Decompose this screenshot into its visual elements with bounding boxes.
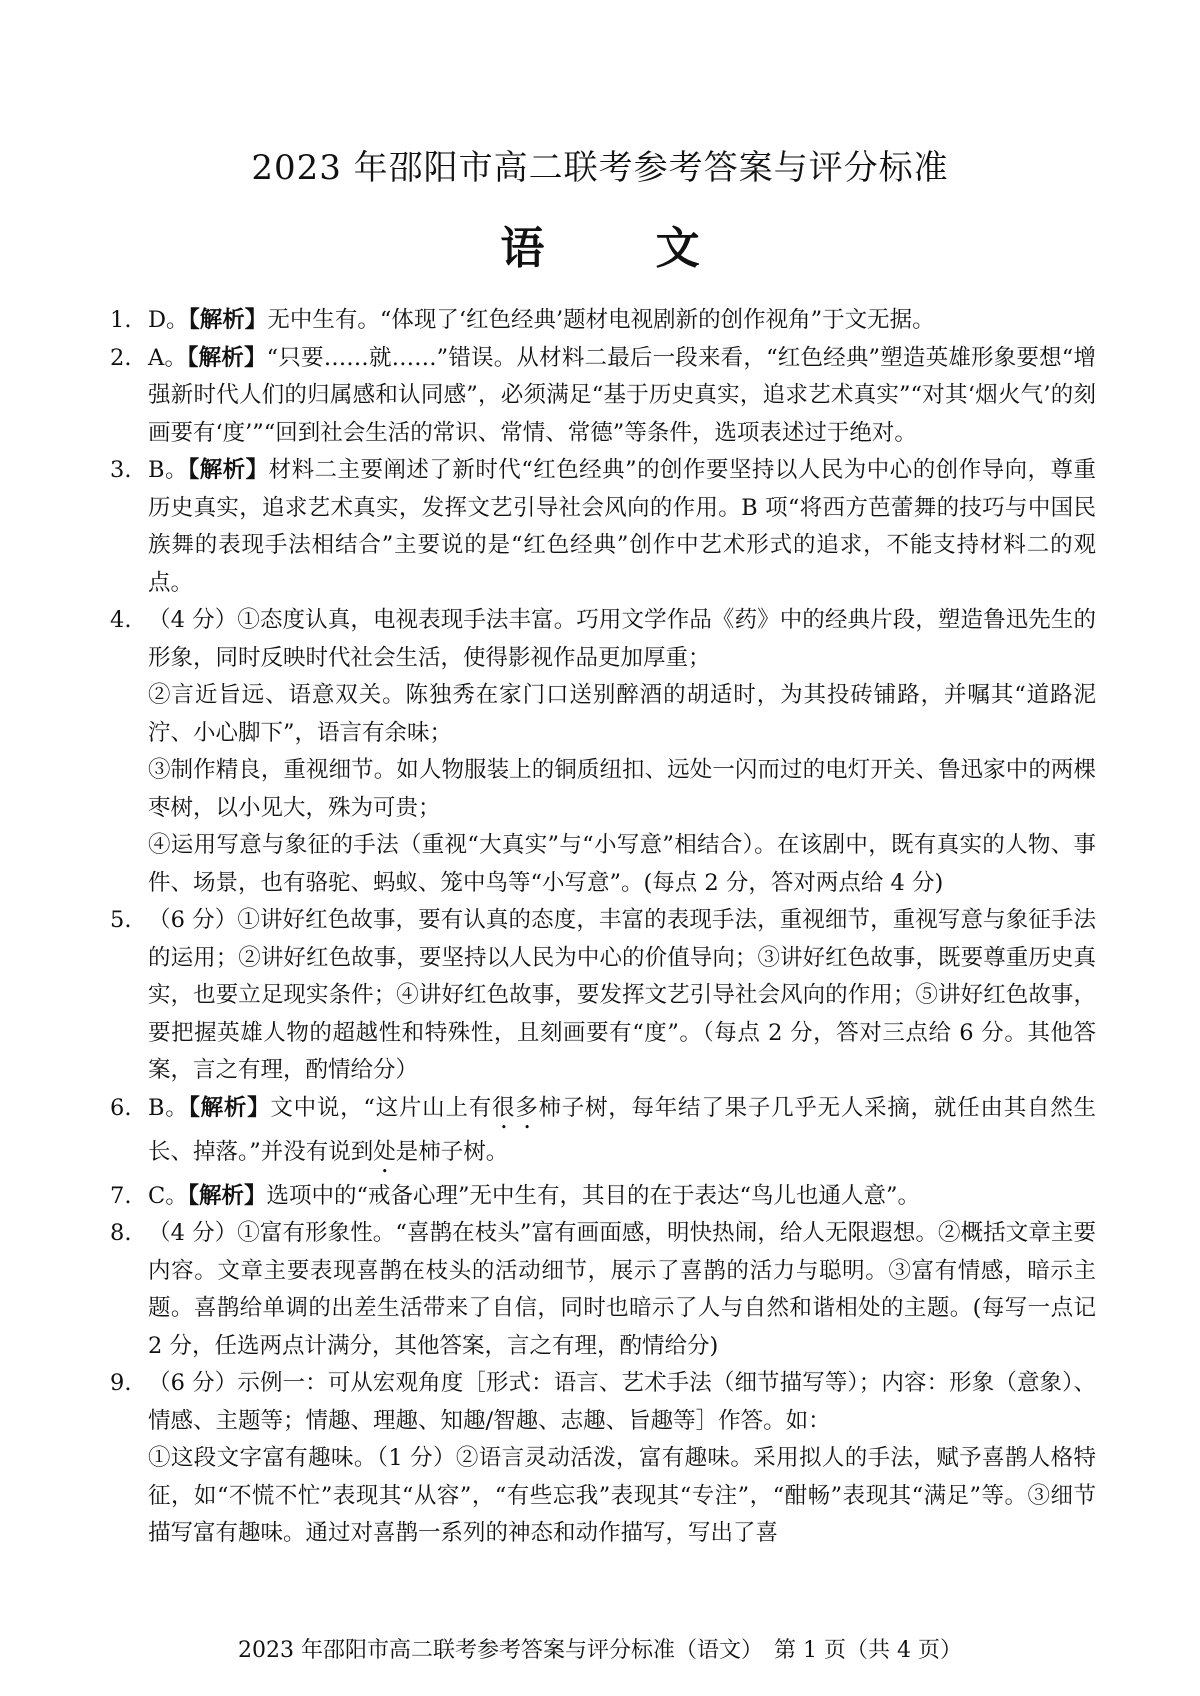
answer-text: 选项中的“戒备心理”无中生有，其目的在于表达“鸟儿也通人意”。 <box>266 1182 920 1209</box>
answer-paragraph-3: ③制作精良，重视细节。如人物服装上的铜质纽扣、远处一闪而过的电灯开关、鲁迅家中的两棵枣树，以小见大，殊为可贵； <box>148 757 1096 821</box>
answer-text: “只要……就……”错误。从材料二最后一段来看，“红色经典”塑造英雄形象要想“增强新时代人们的归属感和认同感”，必须满足“基于历史真实，追求艺术真实”“对其‘烟火气’的刻画要有‘度’”“回到社会生活的常识、常情、常德”等条件，选项表述过于绝对。 <box>148 344 1096 446</box>
answer-item-4 <box>110 602 1096 902</box>
answer-item-7 <box>110 1178 1096 1216</box>
emphasis-dots-1: 很多 <box>491 1094 539 1121</box>
answer-paragraph-2: ①这段文字富有趣味。（1 分）②语言灵动活泼，富有趣味。采用拟人的手法，赋予喜鹊人格特征，如“不慌不忙”表现其“从容”，“有些忘我”表现其“专注”，“酣畅”表现其“满足”等。③细节描写富有趣味。通过对喜鹊一系列的神态和动作描写，写出了喜 <box>148 1445 1096 1546</box>
item-number: 1. <box>110 307 132 333</box>
page-title: 2023 年邵阳市高二联考参考答案与评分标准 <box>251 148 949 188</box>
analysis-tag: 【解析】 <box>187 1182 267 1209</box>
answer-paragraph-4: ④运用写意与象征的手法（重视“大真实”与“小写意”相结合）。在该剧中，既有真实的人物、事件、场景，也有骆驼、蚂蚁、笼中鸟等“小写意”。(每点 2 分，答对两点给 4 分) <box>148 832 1096 896</box>
answer-paragraph-2: ②言近旨远、语意双关。陈独秀在家门口送别醉酒的胡适时，为其投砖铺路，并嘱其“道路泥泞、小心脚下”，语言有余味； <box>148 682 1096 746</box>
analysis-tag: 【解析】 <box>188 307 268 333</box>
answer-text: （4 分）①富有形象性。“喜鹊在枝头”富有画面感，明快热闹，给人无限遐想。②概括文章主要内容。文章主要表现喜鹊在枝头的活动细节，展示了喜鹊的活力与聪明。③富有情感，暗示主题。喜鹊给单调的出差生活带来了自信，同时也暗示了人与自然和谐相处的主题。(每写一点记 2 分，任选两点计满分，其他答案，言之有理，酌情给分) <box>148 1220 1096 1359</box>
answer-item-2 <box>110 340 1096 453</box>
analysis-tag: 【解析】 <box>188 1094 271 1121</box>
item-number: 2. <box>110 344 132 371</box>
answer-item-8 <box>110 1215 1096 1365</box>
answer-choice: B。 <box>148 457 188 483</box>
answer-item-5 <box>110 902 1096 1090</box>
emphasis-dots-2: 处 <box>373 1138 396 1165</box>
item-number: 7. <box>110 1182 132 1209</box>
answer-paragraph-1: （4 分）①态度认真，电视表现手法丰富。巧用文学作品《药》中的经典片段，塑造鲁迅先生的形象，同时反映时代社会生活，使得影视作品更加厚重； <box>148 607 1096 671</box>
answer-text-c: 是柿子树。 <box>395 1138 509 1165</box>
answer-text: （6 分）①讲好红色故事，要有认真的态度，丰富的表现手法，重视细节，重视写意与象征手法的运用；②讲好红色故事，要坚持以人民为中心的价值导向；③讲好红色故事，既要尊重历史真实，也要立足现实条件；④讲好红色故事，要发挥文艺引导社会风向的作用；⑤讲好红色故事，要把握英雄人物的超越性和特殊性，且刻画要有“度”。（每点 2 分，答对三点给 6 分。其他答案，言之有理，酌情给分） <box>148 907 1096 1083</box>
answer-choice: B。 <box>148 1094 189 1121</box>
answer-item-3 <box>110 452 1096 602</box>
answer-text: 无中生有。“体现了‘红色经典’题材电视剧新的创作视角”于文无据。 <box>267 307 935 333</box>
analysis-tag: 【解析】 <box>187 457 269 483</box>
item-number: 6. <box>110 1094 132 1121</box>
answer-list <box>110 302 1096 1553</box>
item-number: 5. <box>110 907 132 933</box>
page-footer: 2023 年邵阳市高二联考参考答案与评分标准（语文） 第 1 页（共 4 页） <box>238 1638 962 1663</box>
answer-text: 材料二主要阐述了新时代“红色经典”的创作要坚持以人民为中心的创作导向，尊重历史真实，追求艺术真实，发挥文艺引导社会风向的作用。B 项“将西方芭蕾舞的技巧与中国民族舞的表现手法相结合”主要说的是“红色经典”创作中艺术形式的追求，不能支持材料二的观点。 <box>148 457 1096 596</box>
analysis-tag: 【解析】 <box>187 344 267 371</box>
item-number: 8. <box>110 1220 132 1246</box>
answer-choice: C。 <box>148 1182 188 1209</box>
answer-item-9 <box>110 1365 1096 1553</box>
item-number: 9. <box>110 1370 132 1396</box>
answer-text-b: 柿子树，每年结了果子几乎无人采摘，就任由其自然生长、掉落。”并没有说到 <box>148 1094 1096 1165</box>
subject-heading: 语 文 <box>500 223 748 274</box>
item-number: 3. <box>110 457 132 483</box>
answer-paragraph-1: （6 分）示例一：可从宏观角度［形式：语言、艺术手法（细节描写等）；内容：形象（意象）、情感、主题等；情趣、理趣、知趣/智趣、志趣、旨趣等］作答。如： <box>148 1370 1096 1434</box>
answer-item-6 <box>110 1090 1096 1178</box>
item-number: 4. <box>110 607 132 633</box>
answer-choice: A。 <box>148 344 188 371</box>
answer-text-a: 文中说，“这片山上有 <box>270 1094 492 1121</box>
answer-choice: D。 <box>148 307 189 333</box>
answer-item-1 <box>110 302 1096 340</box>
